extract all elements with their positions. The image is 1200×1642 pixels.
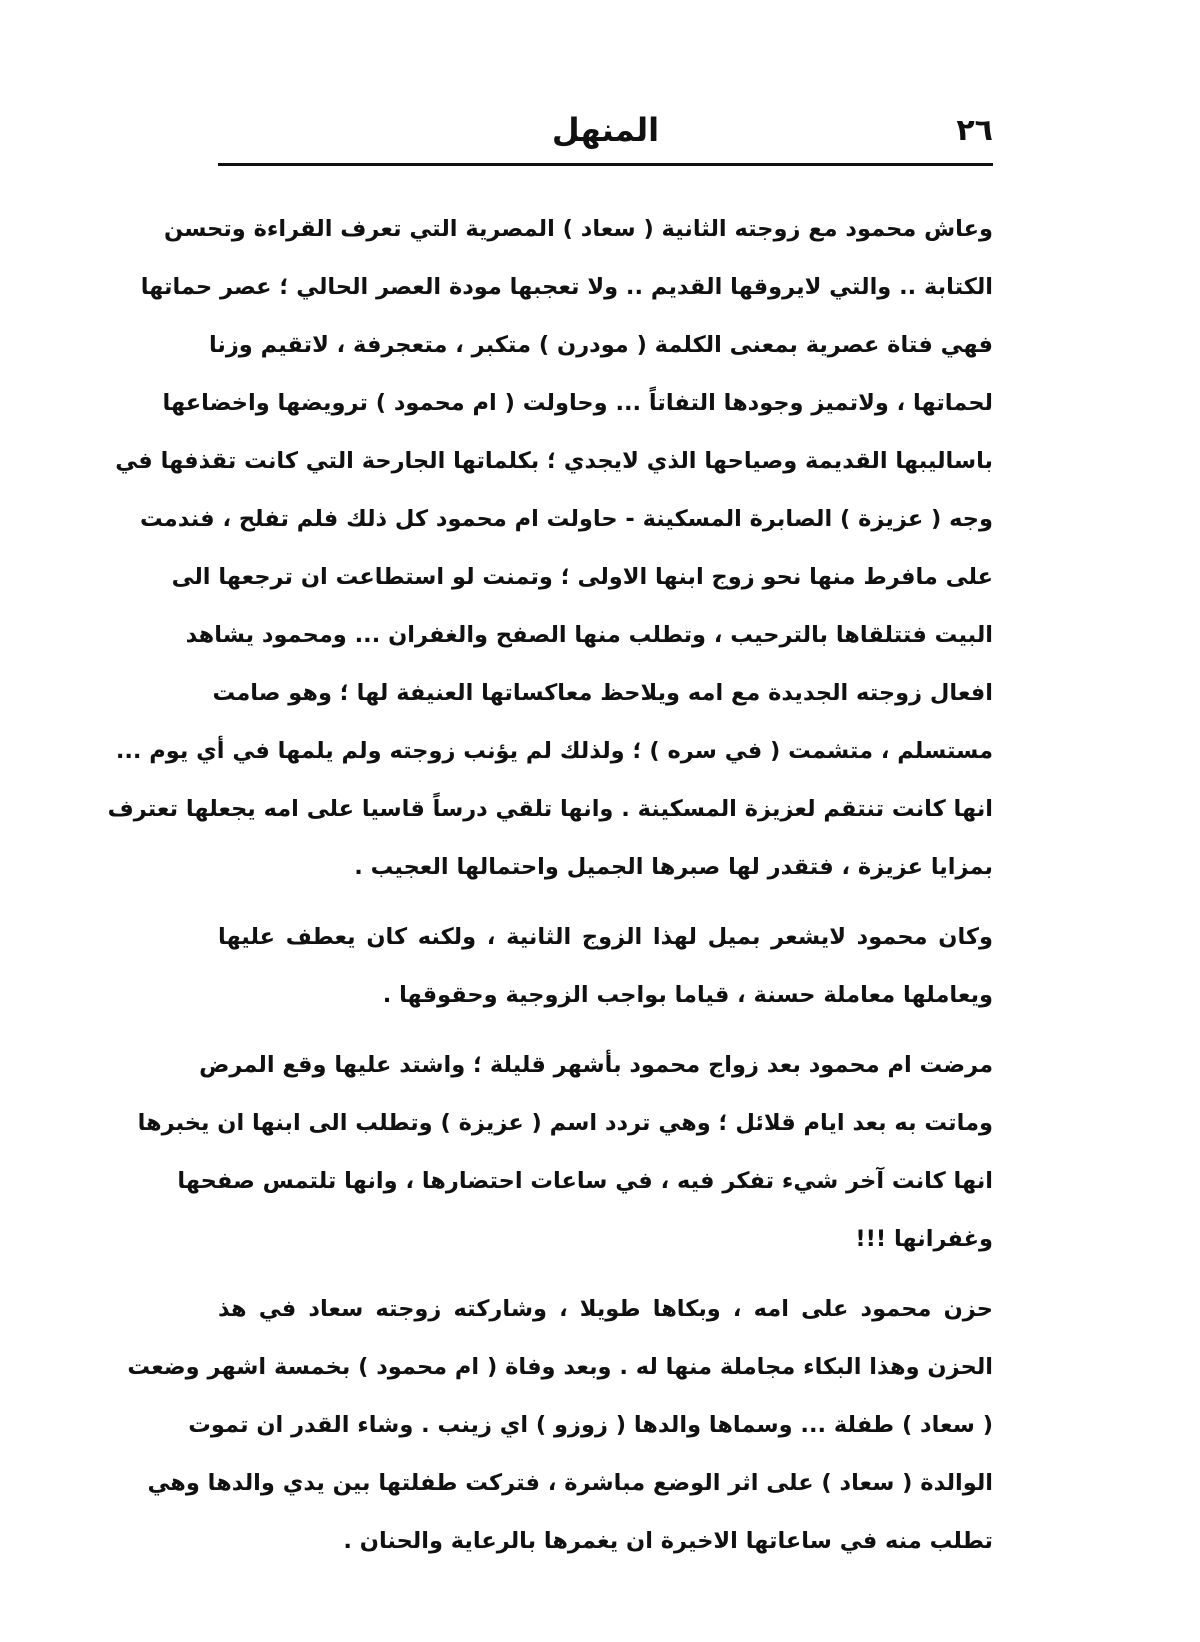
text-line: الكتابة .. والتي لايروقها القديم .. ولا تعجبها مودة العصر الحالي ؛ عصر حماتها — [140, 274, 993, 300]
text-line: حزن محمود على امه ، وبكاها طويلا ، وشاركته زوجته سعاد في هذ — [218, 1296, 993, 1322]
running-title: المنهل — [551, 111, 660, 149]
paragraph-2 — [218, 908, 993, 1024]
text-line: لحماتها ، ولاتميز وجودها التفاتاً ... وحاولت ( ام محمود ) ترويضها واخضاعها — [162, 390, 993, 416]
paragraph-1 — [107, 200, 993, 896]
text-line: مستسلم ، متشمت ( في سره ) ؛ ولذلك لم يؤنب زوجته ولم يلمها في أي يوم ... — [115, 738, 993, 764]
text-line: وغفرانها !!! — [855, 1226, 993, 1252]
paragraph-3 — [137, 1036, 993, 1268]
text-line: وجه ( عزيزة ) الصابرة المسكينة - حاولت ام محمود كل ذلك فلم تفلح ، فندمت — [139, 506, 993, 532]
text-line: وعاش محمود مع زوجته الثانية ( سعاد ) المصرية التي تعرف القراءة وتحسن — [163, 216, 993, 242]
text-line: الوالدة ( سعاد ) على اثر الوضع مباشرة ، فتركت طفلتها بين يدي والدها وهي — [147, 1470, 993, 1496]
text-line: وماتت به بعد ايام قلائل ؛ وهي تردد اسم ( عزيزة ) وتطلب الى ابنها ان يخبرها — [137, 1110, 993, 1136]
text-line: البيت فتتلقاها بالترحيب ، وتطلب منها الصفح والغفران ... ومحمود يشاهد — [185, 622, 993, 648]
text-line: فهي فتاة عصرية بمعنى الكلمة ( مودرن ) متكبر ، متعجرفة ، لاتقيم وزنا — [208, 332, 993, 358]
text-line: ويعاملها معاملة حسنة ، قياما بواجب الزوجية وحقوقها . — [382, 982, 993, 1008]
body-text — [107, 200, 993, 1570]
text-line: انها كانت تنتقم لعزيزة المسكينة . وانها تلقي درساً قاسيا على امه يجعلها تعترف — [107, 796, 993, 822]
page-number: ٢٦ — [956, 113, 993, 148]
text-line: الحزن وهذا البكاء مجاملة منها له . وبعد وفاة ( ام محمود ) بخمسة اشهر وضعت — [127, 1354, 993, 1380]
text-line: افعال زوجته الجديدة مع امه ويلاحظ معاكساتها العنيفة لها ؛ وهو صامت — [212, 680, 993, 706]
header-rule — [218, 163, 993, 166]
text-line: انها كانت آخر شيء تفكر فيه ، في ساعات احتضارها ، وانها تلتمس صفحها — [177, 1168, 993, 1194]
text-line: بمزايا عزيزة ، فتقدر لها صبرها الجميل واحتمالها العجيب . — [354, 854, 993, 880]
text-line: تطلب منه في ساعاتها الاخيرة ان يغمرها بالرعاية والحنان . — [343, 1528, 993, 1554]
text-line: ( سعاد ) طفلة ... وسماها والدها ( زوزو ) اي زينب . وشاء القدر ان تموت — [188, 1412, 993, 1438]
text-line: باساليبها القديمة وصياحها الذي لايجدي ؛ بكلماتها الجارحة التي كانت تقذفها في — [115, 448, 993, 474]
page-header — [218, 108, 993, 160]
text-line: مرضت ام محمود بعد زواج محمود بأشهر قليلة ؛ واشتد عليها وقع المرض — [199, 1052, 993, 1078]
paragraph-4 — [127, 1280, 993, 1570]
text-line: على مافرط منها نحو زوج ابنها الاولى ؛ وتمنت لو استطاعت ان ترجعها الى — [171, 564, 993, 590]
text-line: وكان محمود لايشعر بميل لهذا الزوج الثانية ، ولكنه كان يعطف عليها — [218, 924, 993, 950]
